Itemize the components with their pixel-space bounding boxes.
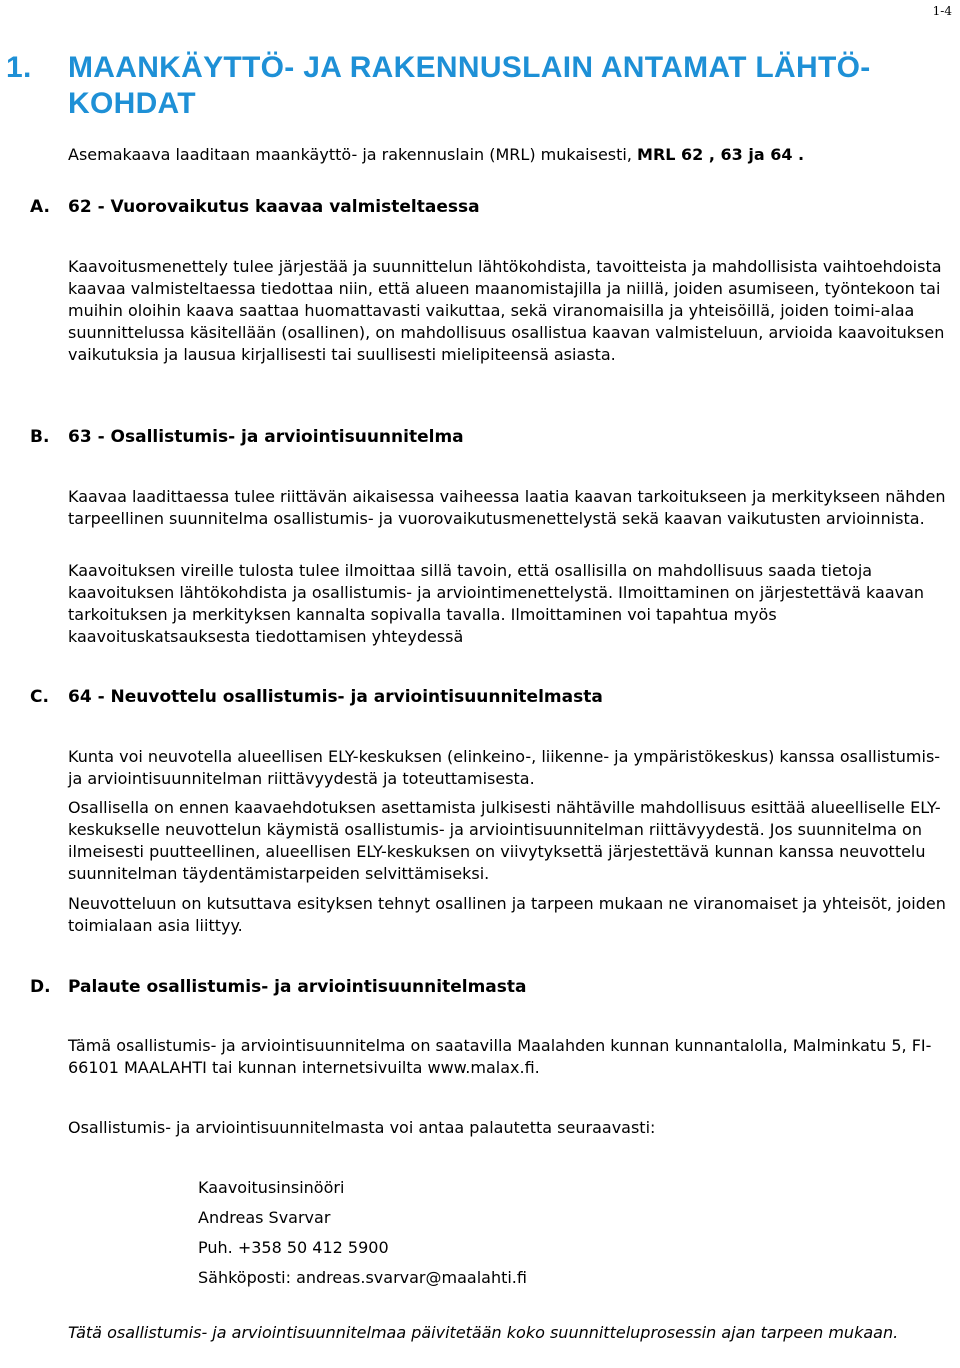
contact-phone: Puh. +358 50 412 5900 xyxy=(198,1238,389,1257)
contact-name: Andreas Svarvar xyxy=(198,1208,331,1227)
section-a-paragraph-1: Kaavoitusmenettely tulee järjestää ja suunnittelun lähtökohdista, tavoitteista ja mahdollisista vaihtoehdoista kaavaa valmisteltaessa tiedottaa niin, että alueen maanomistajilla ja niillä, joiden asumiseen, työntekoon tai muihin oloihin kaava saattaa huomattavasti vaikuttaa, sekä viranomaisilla ja yhteisöillä, joiden toimi-alaa suunnittelussa käsitellään (osallinen), on mahdollisuus osallistua kaavan valmisteluun, arvioida kaavoituksen vaikutuksia ja lausua kirjallisesti tai suullisesti mielipiteensä asiasta. xyxy=(68,257,945,364)
section-d-title: Palaute osallistumis- ja arviointisuunnitelmasta xyxy=(68,977,527,997)
section-c-letter: C. xyxy=(30,687,49,707)
section-b-heading xyxy=(30,426,464,448)
section-d-paragraph-2: Osallistumis- ja arviointisuunnitelmasta voi antaa palautetta seuraavasti: xyxy=(68,1118,656,1137)
section-c-title: 64 - Neuvottelu osallistumis- ja arviointisuunnitelmasta xyxy=(68,687,603,707)
footer-note: Tätä osallistumis- ja arviointisuunnitelmaa päivitetään koko suunnitteluprosessin ajan tarpeen mukaan. xyxy=(68,1323,899,1342)
section-b-letter: B. xyxy=(30,427,50,447)
chapter-heading xyxy=(6,50,926,122)
intro-text: Asemakaava laaditaan maankäyttö- ja rakennuslain (MRL) mukaisesti, xyxy=(68,145,638,164)
section-d-letter: D. xyxy=(30,977,51,997)
section-a-letter: A. xyxy=(30,197,50,217)
section-a-title: 62 - Vuorovaikutus kaavaa valmisteltaessa xyxy=(68,197,480,217)
section-a-heading xyxy=(30,196,480,218)
section-d-heading xyxy=(30,976,526,998)
section-c-paragraph-3: Neuvotteluun on kutsuttava esityksen tehnyt osallinen ja tarpeen mukaan ne viranomaiset ja yhteisöt, joiden toimialaan asia liittyy. xyxy=(68,894,946,935)
section-b-title: 63 - Osallistumis- ja arviointisuunnitelma xyxy=(68,427,464,447)
intro-law-refs: MRL 62 , 63 ja 64 . xyxy=(637,145,805,164)
chapter-title-line-1: MAANKÄYTTÖ- JA RAKENNUSLAIN ANTAMAT LÄHTÖ- xyxy=(68,51,871,84)
chapter-number: 1. xyxy=(6,51,32,84)
section-c-paragraph-2: Osallisella on ennen kaavaehdotuksen asettamista julkisesti nähtäville mahdollisuus esittää alueelliselle ELY-keskukselle neuvottelun käymistä osallistumis- ja arviointisuunnitelman riittävyydestä. Jos suunnitelma on ilmeisesti puutteellinen, alueellisen ELY-keskuksen on viivytyksettä järjestettävä kunnan kanssa neuvottelu suunnitelman täydentämistarpeiden selvittämiseksi. xyxy=(68,798,941,883)
page-number: 1-4 xyxy=(932,4,952,18)
section-c-paragraph-1: Kunta voi neuvotella alueellisen ELY-keskuksen (elinkeino-, liikenne- ja ympäristökeskus) kanssa osallistumis- ja arviointisuunnitelman riittävyydestä ja toteuttamisesta. xyxy=(68,747,941,788)
section-b-paragraph-1: Kaavaa laadittaessa tulee riittävän aikaisessa vaiheessa laatia kaavan tarkoitukseen ja merkitykseen nähden tarpeellinen suunnitelma osallistumis- ja vuorovaikutusmenettelystä sekä kaavan vaikutusten arvioinnista. xyxy=(68,487,946,528)
chapter-title-line-2: KOHDAT xyxy=(68,87,196,120)
intro-paragraph xyxy=(68,144,948,166)
section-b-paragraph-2: Kaavoituksen vireille tulosta tulee ilmoittaa sillä tavoin, että osallisilla on mahdollisuus saada tietoja kaavoituksen lähtökohdista ja osallistumis- ja arviointimenettelystä. Ilmoittaminen on järjestettävä kaavan tarkoituksen ja merkityksen kannalta sopivalla tavalla. Ilmoittaminen voi tapahtua myös kaavoituskatsauksesta tiedottamisen yhteydessä xyxy=(68,561,925,646)
contact-email[interactable]: Sähköposti: andreas.svarvar@maalahti.fi xyxy=(198,1268,527,1287)
section-c-heading xyxy=(30,686,603,708)
contact-title: Kaavoitusinsinööri xyxy=(198,1178,345,1197)
section-d-paragraph-1: Tämä osallistumis- ja arviointisuunnitelma on saatavilla Maalahden kunnan kunnantalolla, Malminkatu 5, FI-66101 MAALAHTI tai kunnan internetsivuilta www.malax.fi. xyxy=(68,1036,932,1077)
